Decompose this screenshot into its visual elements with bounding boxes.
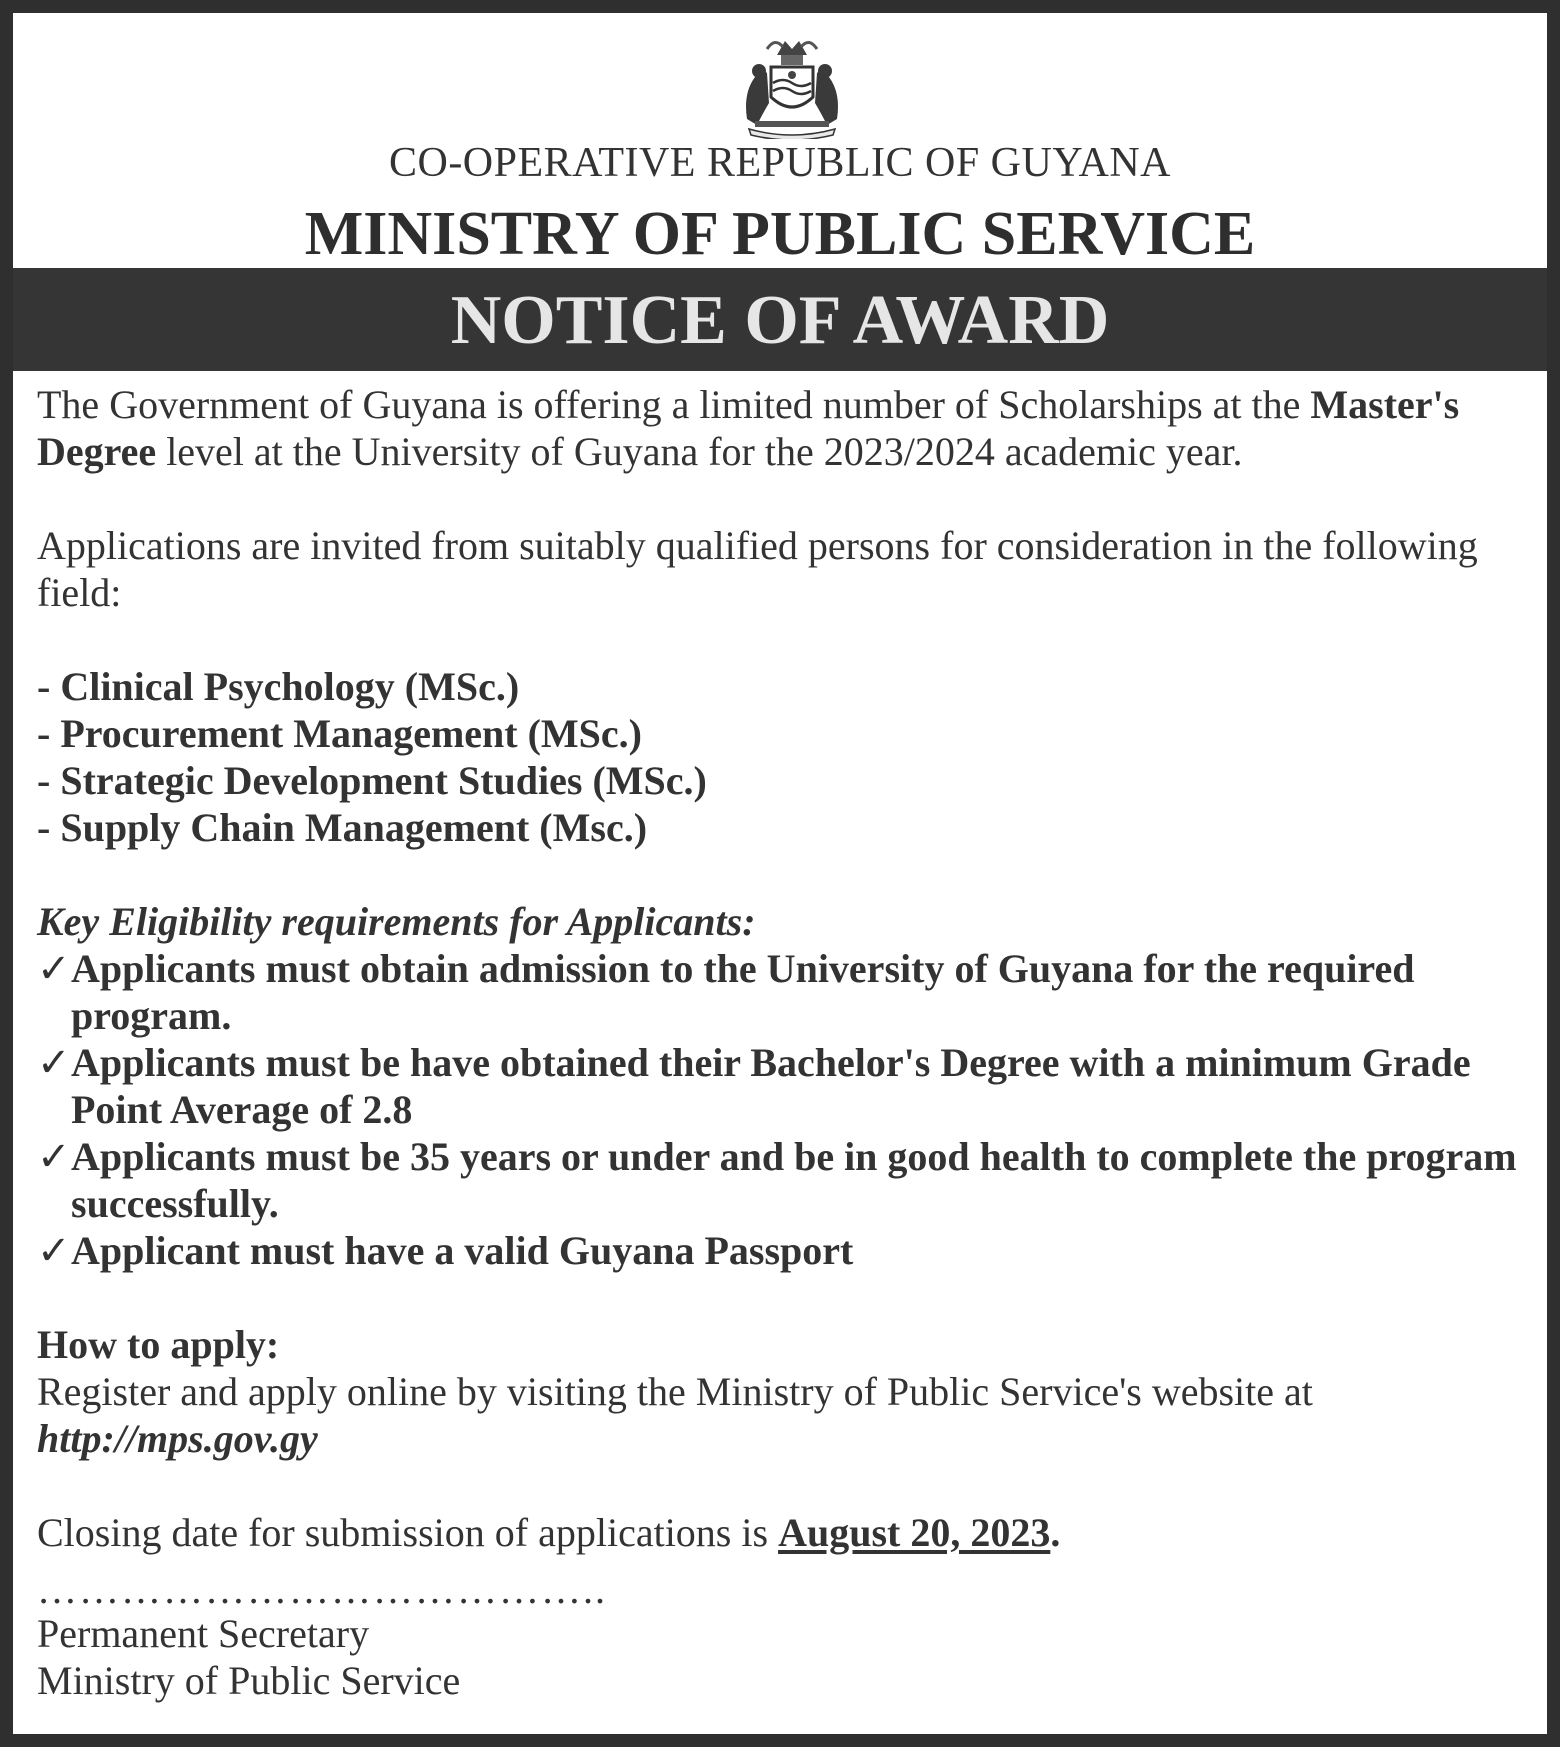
list-item: ✓ Applicants must obtain admission to the University of Guyana for the required program.	[37, 946, 1415, 1038]
degree-level: Master's Degree	[37, 382, 1460, 474]
closing-date: August 20, 2023	[778, 1510, 1051, 1555]
notice-banner: NOTICE OF AWARD	[13, 268, 1547, 371]
list-item: ✓ Applicants must be 35 years or under and be in good health to complete the program successfully.	[37, 1134, 1517, 1226]
list-item: ✓ Applicant must have a valid Guyana Passport	[37, 1228, 854, 1273]
list-item: - Procurement Management (MSc.)	[37, 711, 642, 756]
signatory-org: Ministry of Public Service	[37, 1658, 461, 1703]
closing-date-paragraph: Closing date for submission of applications is August 20, 2023.	[37, 1510, 1061, 1555]
intro-paragraph: The Government of Guyana is offering a limited number of Scholarships at the Master's Degree level at the University of Guyana for the 2023/2024 academic year.	[37, 382, 1460, 474]
list-item: - Supply Chain Management (Msc.)	[37, 805, 648, 850]
requirements-title: Key Eligibility requirements for Applicants:	[37, 899, 756, 944]
signatory-title: Permanent Secretary	[37, 1611, 370, 1656]
field-list	[37, 663, 1527, 851]
requirements-list	[37, 945, 1527, 1274]
list-item: - Strategic Development Studies (MSc.)	[37, 758, 707, 803]
website-link[interactable]: http://mps.gov.gy	[37, 1416, 318, 1461]
check-icon: ✓	[37, 1040, 71, 1085]
how-to-apply-title: How to apply:	[37, 1322, 280, 1367]
signature-line: …………………………………..	[37, 1567, 607, 1612]
check-icon: ✓	[37, 946, 71, 991]
ministry-heading: MINISTRY OF PUBLIC SERVICE	[304, 200, 1256, 268]
list-item: ✓ Applicants must be have obtained their Bachelor's Degree with a minimum Grade Point Average of 2.8	[37, 1040, 1471, 1132]
invitation-paragraph: Applications are invited from suitably qualified persons for consideration in the following field:	[37, 523, 1478, 615]
check-icon: ✓	[37, 1228, 71, 1273]
country-heading: CO-OPERATIVE REPUBLIC OF GUYANA	[388, 140, 1172, 186]
coat-of-arms-icon	[733, 33, 851, 139]
notice-body	[37, 381, 1527, 1704]
check-icon: ✓	[37, 1134, 71, 1179]
how-to-apply-text: Register and apply online by visiting the Ministry of Public Service's website at http://mps.gov.gy	[37, 1369, 1313, 1461]
list-item: - Clinical Psychology (MSc.)	[37, 664, 520, 709]
